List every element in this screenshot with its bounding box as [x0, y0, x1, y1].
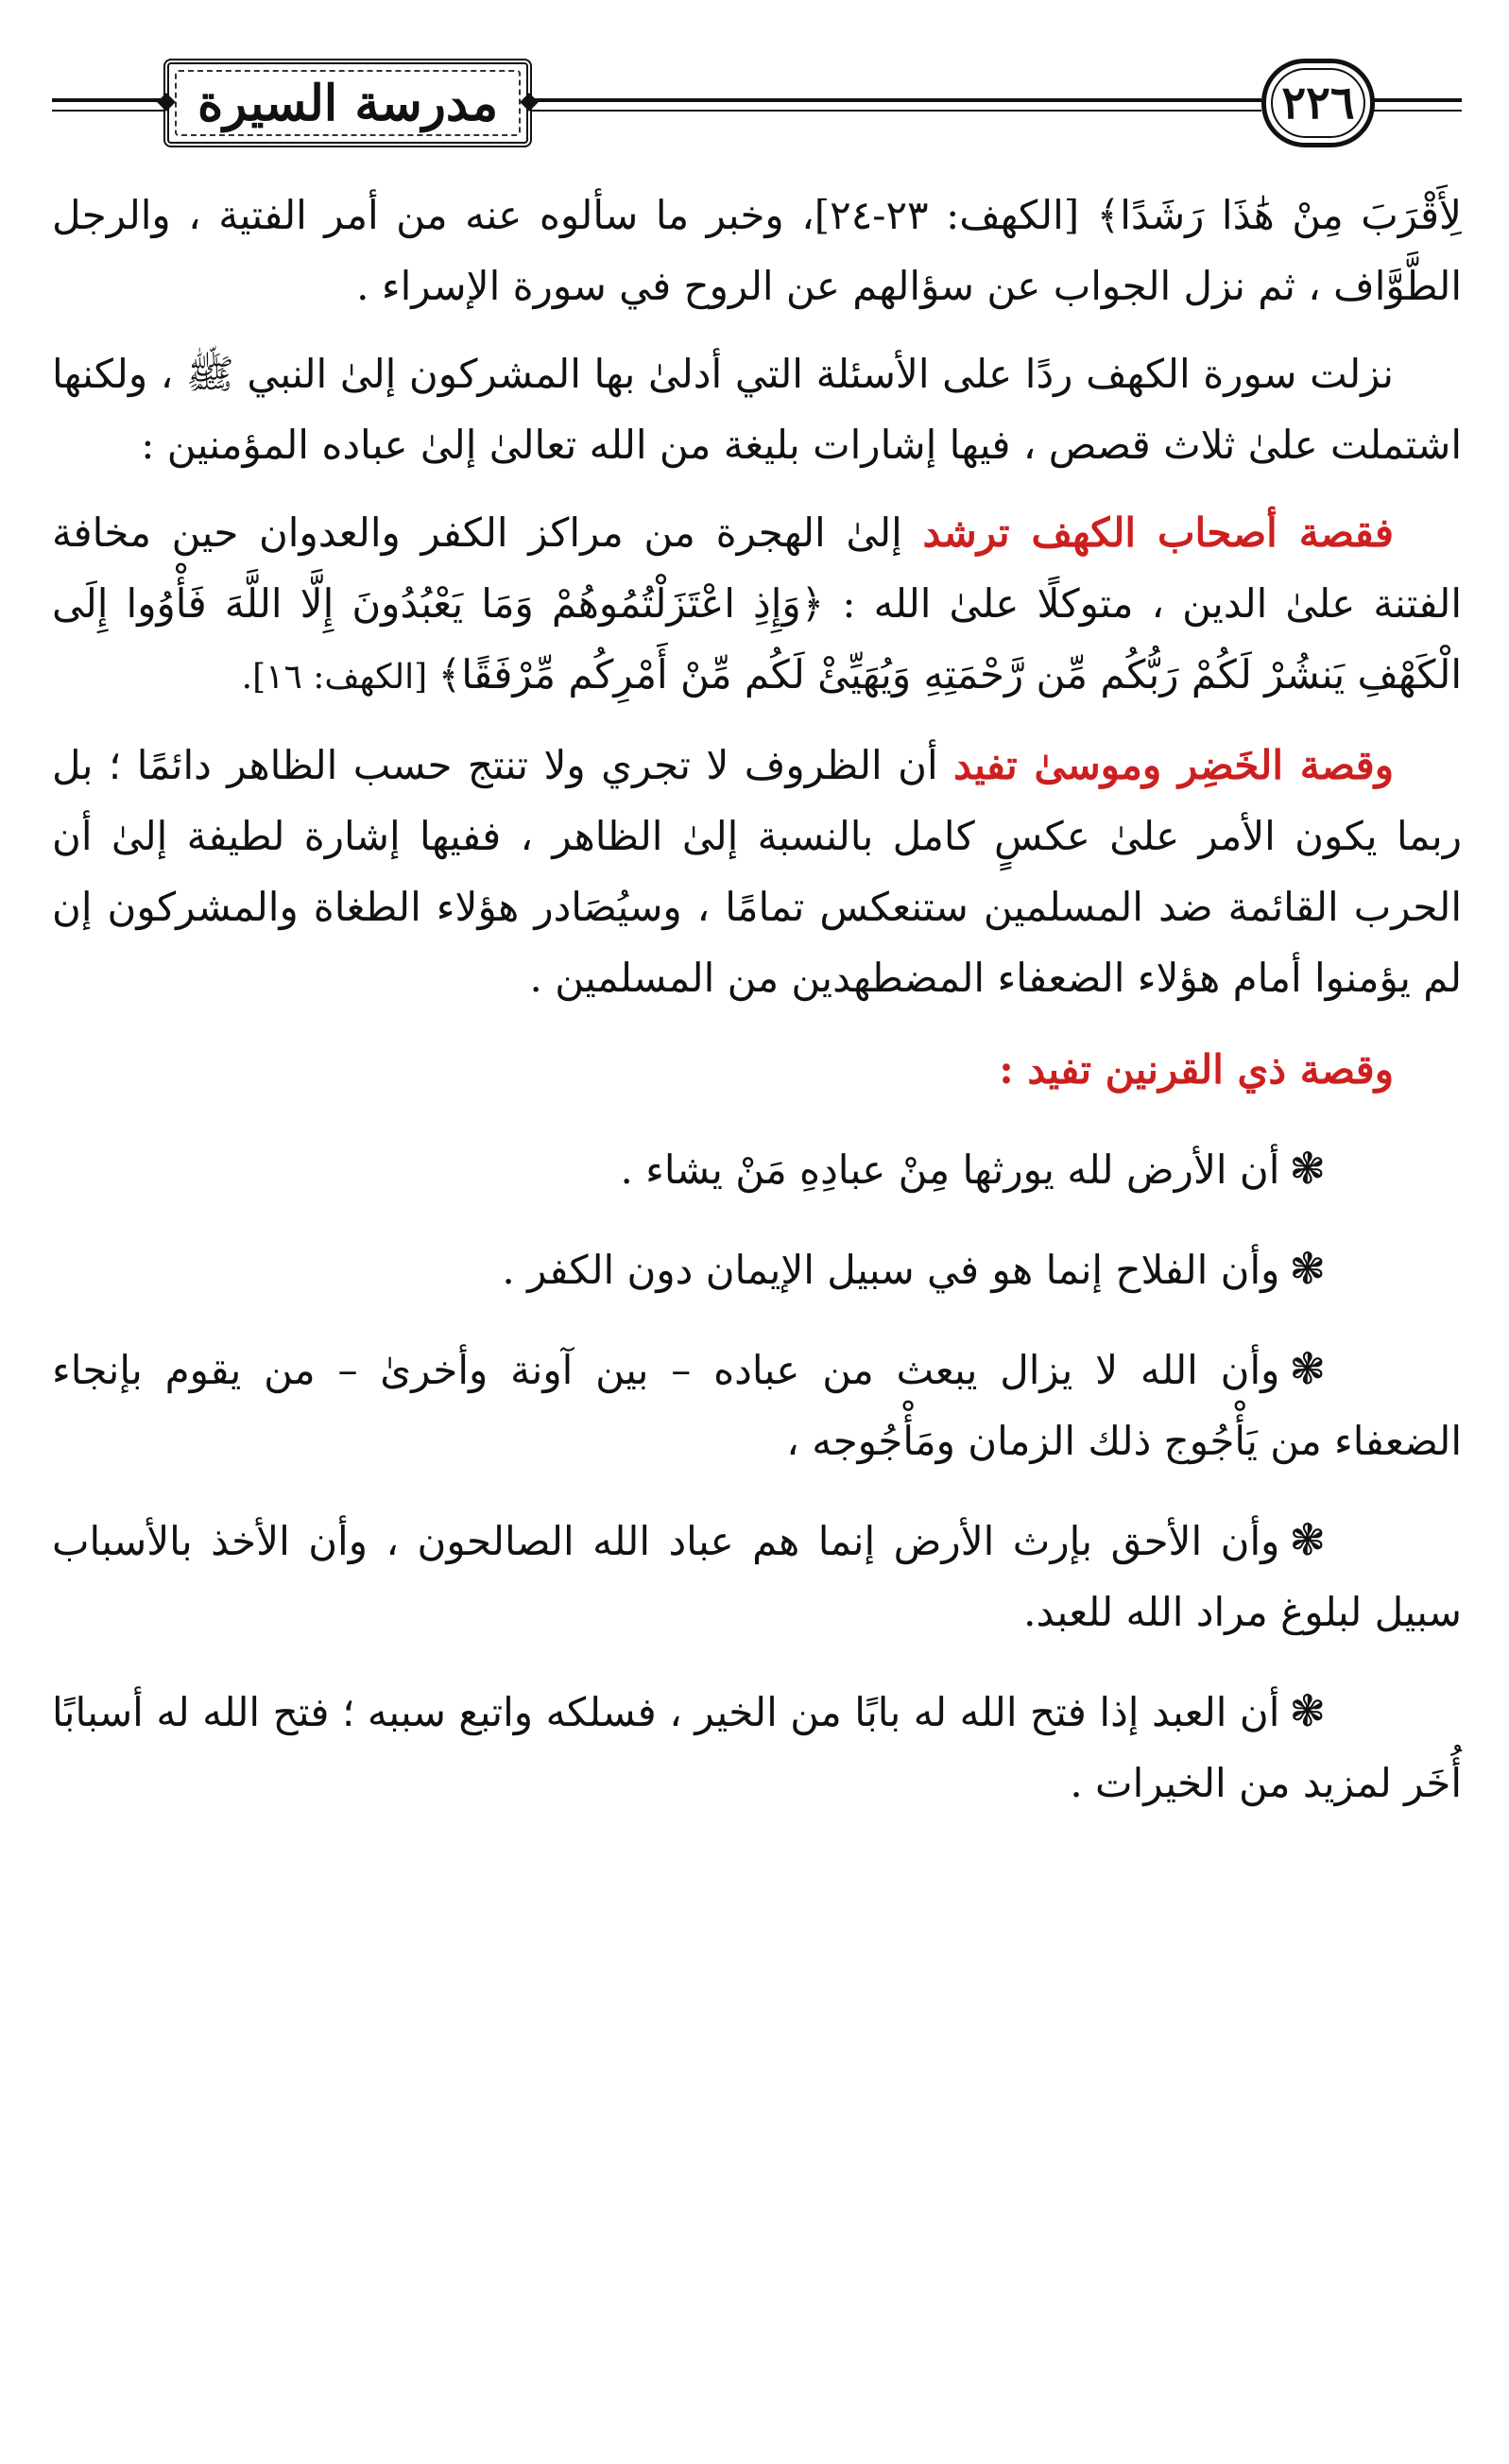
running-title: مدرسة السيرة	[197, 74, 499, 132]
section-heading-dhul-qarnayn: وقصة ذي القرنين تفيد :	[999, 1046, 1394, 1093]
running-title-frame	[163, 59, 532, 147]
flower-bullet-icon: ❃	[1289, 1514, 1326, 1565]
ornament-diamond-icon	[157, 93, 176, 112]
list-item-text: أن الأرض لله يورثها مِنْ عبادِهِ مَنْ يشاء .	[620, 1146, 1280, 1193]
flower-bullet-icon: ❃	[1289, 1343, 1326, 1394]
page-body	[52, 180, 1462, 1818]
section-heading-cave: فقصة أصحاب الكهف ترشد	[922, 509, 1394, 556]
header-rule	[52, 98, 165, 102]
paragraph-2: نزلت سورة الكهف ردًا على الأسئلة التي أدلىٰ بها المشركون إلىٰ النبي ﷺ ، ولكنها اشتملت علىٰ ثلاث قصص ، فيها إشارات بليغة من الله تعالىٰ إلىٰ عباده المؤمنين :	[52, 351, 1462, 468]
paragraph-3-text: إلىٰ الهجرة من مراكز الكفر والعدوان حين مخافة الفتنة علىٰ الدين ، متوكلًا علىٰ الله :	[52, 509, 1463, 627]
verse-reference: [الكهف: ١٦].	[241, 658, 438, 697]
list-item	[52, 1676, 1462, 1818]
list-item-text: وأن الله لا يزال يبعث من عباده – بين آونة وأخرىٰ – من يقوم بإنجاء الضعفاء من يَأْجُوج ذلك الزمان ومَأْجُوجه ،	[52, 1347, 1462, 1464]
ornament-diamond-icon	[520, 93, 539, 112]
header-rule	[529, 110, 1261, 112]
quran-verse: ﴿وَإِذِ اعْتَزَلْتُمُوهُمْ وَمَا يَعْبُدُونَ إِلَّا اللَّهَ فَأْوُوا إِلَى الْكَهْفِ يَنشُرْ لَكُمْ رَبُّكُم مِّن رَّحْمَتِهِ وَيُهَيِّئْ لَكُم مِّنْ أَمْرِكُم مِّرْفَقًا﴾	[52, 580, 1462, 698]
header-rule	[52, 110, 165, 112]
section-heading-khidr: وقصة الخَضِر وموسىٰ تفيد	[953, 742, 1394, 788]
list-item	[52, 1233, 1462, 1305]
list-item	[52, 1505, 1462, 1647]
list-item	[52, 1334, 1462, 1476]
flower-bullet-icon: ❃	[1289, 1143, 1326, 1194]
page-header	[52, 47, 1462, 161]
header-rule	[529, 98, 1261, 102]
header-rule	[1373, 98, 1462, 102]
list-item-text: وأن الأحق بإرث الأرض إنما هم عباد الله الصالحون ، وأن الأخذ بالأسباب سبيل لبلوغ مراد الله للعبد.	[52, 1518, 1462, 1635]
paragraph-4-text: أن الظروف لا تجري ولا تنتج حسب الظاهر دائمًا ؛ بل ربما يكون الأمر علىٰ عكسٍ كامل بالنسبة إلىٰ الظاهر ، ففيها إشارة لطيفة إلىٰ أن الحرب القائمة ضد المسلمين ستنعكس تمامًا ، وسيُصَادر هؤلاء الطغاة والمشركون إن لم يؤمنوا أمام هؤلاء الضعفاء المضطهدين من المسلمين .	[52, 742, 1462, 1001]
flower-bullet-icon: ❃	[1289, 1243, 1326, 1294]
header-rule	[1373, 110, 1462, 112]
paragraph-3	[52, 497, 1462, 713]
flower-bullet-icon: ❃	[1289, 1685, 1326, 1736]
paragraph-1: لِأَقْرَبَ مِنْ هَٰذَا رَشَدًا﴾ [الكهف: ٢٣-٢٤]، وخبر ما سألوه عنه من أمر الفتية ، والرجل الطَّوَّاف ، ثم نزل الجواب عن سؤالهم عن الروح في سورة الإسراء .	[52, 192, 1462, 309]
page-number-frame	[1261, 59, 1375, 147]
list-item	[52, 1133, 1462, 1205]
list-item-text: وأن الفلاح إنما هو في سبيل الإيمان دون الكفر .	[502, 1247, 1280, 1293]
page-number: ٢٢٦	[1281, 77, 1355, 129]
paragraph-4	[52, 730, 1462, 1013]
list-item-text: أن العبد إذا فتح الله له بابًا من الخير ، فسلكه واتبع سببه ؛ فتح الله له أسبابًا أُخَر لمزيد من الخيرات .	[52, 1689, 1462, 1806]
